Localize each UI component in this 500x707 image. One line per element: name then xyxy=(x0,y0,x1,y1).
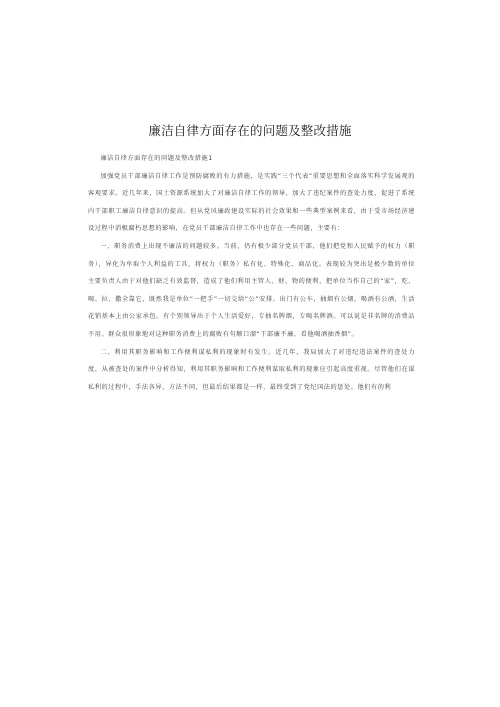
paragraph-issue-one: 一、职务消费上出现不廉洁的问题较多。当前，仍有极少部分党员干部，他们把党和人民赋予的权力（职务），异化为牟取个人利益的工具，将权力（职务）私有化、特殊化、商品化。表现较为突出是极少数的单位主要负责人由于对他们缺乏有效监督，造成了他们利用主管人、财、物的便利，把单位当作自己的“家”，吃、喝、拉、撒全靠它，既然我是单位“一把手”一切交给“公”安排。出门有公车，抽烟有公烟，喝酒有公酒，生活花销基本上由公家承包。有个别领导出于个人生活爱好，专抽名牌烟，专喝名牌酒。可以说是非名牌的消费品不用。群众很形象地对这种职务消费上的腐败有句顺口溜“干部廉不廉，看他喝酒抽香烟”。 xyxy=(88,242,415,338)
document-subtitle: 廉洁自律方面存在的问题及整改措施1 xyxy=(100,155,213,162)
paragraph-intro: 加强党员干部廉洁自律工作是预防腐败的有力措施，是实践“三个代表”重要思想和全面落实科学发展观的客观要求。近几年来，国土资源系统加大了对廉洁自律工作的领导，加大了违纪案件的查处力度，促进了系统内干部职工廉洁自律意识的提高。但从党风廉政建设实际的社会效果和一些典型案例来看，由于受市场经济建设过程中消极腐朽思想的影响，在党员干部廉洁自律工作中也存在一些问题，主要有： xyxy=(88,172,415,233)
paragraph-issue-two: 二、利用其职务影响和工作便利谋私利的现象时有发生。近几年，我局加大了对违纪违法案件的查处力度，从被查处的案件中分析得知，利用其职务影响和工作便利谋取私利的现象应引起高度重视。尽管他们在谋私利的过程中，手法各异，方法不同，但最后结果都是一样，最终受到了党纪国法的惩处。他们有的利 xyxy=(88,348,415,391)
document-title: 廉洁自律方面存在的问题及整改措施 xyxy=(148,123,352,138)
document-body xyxy=(88,150,415,396)
